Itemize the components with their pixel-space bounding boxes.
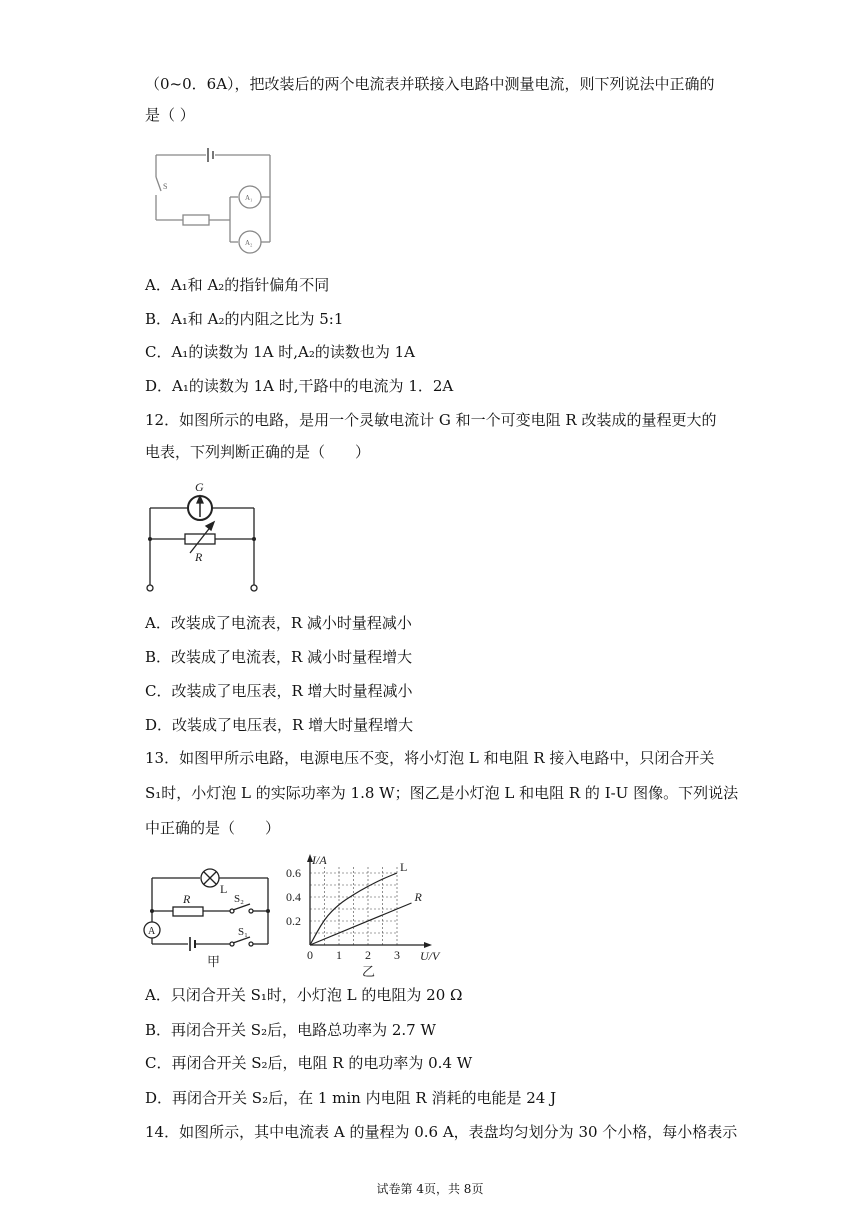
y-tick-label: 0.6: [286, 866, 301, 880]
q11-circuit-diagram: [148, 145, 278, 255]
q13-stem-line2: S₁时，小灯泡 L 的实际功率为 1.8 W；图乙是小灯泡 L 和电阻 R 的 I-U 图像。下列说法: [145, 784, 739, 802]
q12-option-d: D．改装成了电压表，R 增大时量程增大: [145, 716, 414, 734]
q13-switch1-label: S₁: [238, 926, 248, 938]
q12-option-a: A．改装成了电流表，R 减小时量程减小: [145, 614, 412, 632]
y-tick-label: 0.4: [286, 890, 301, 904]
series-label-R: R: [414, 890, 422, 904]
x-tick-label: 2: [365, 948, 371, 962]
q13-switch2-label: S₂: [234, 893, 244, 905]
q13-option-a: A．只闭合开关 S₁时，小灯泡 L 的电阻为 20 Ω: [145, 986, 463, 1004]
series-line-R: [310, 903, 412, 945]
q11-switch-label: S: [163, 182, 168, 191]
series-label-L: L: [400, 860, 408, 874]
q13-stem-line3: 中正确的是（ ）: [145, 819, 281, 837]
q12-circuit-diagram: [142, 475, 272, 600]
q12-option-b: B．改装成了电流表，R 减小时量程增大: [145, 648, 413, 666]
q11-option-a: A．A₁和 A₂的指针偏角不同: [145, 276, 330, 294]
q11-stem-line2: 是（ ）: [145, 106, 195, 124]
x-tick-label: 1: [336, 948, 342, 962]
chart-ylabel: I/A: [312, 853, 327, 867]
x-tick-label: 3: [394, 948, 400, 962]
q12-galvanometer-label: G: [195, 480, 204, 494]
q14-stem-line1: 14．如图所示，其中电流表 A 的量程为 0.6 A，表盘均匀划分为 30 个小格，每小格表示: [145, 1123, 738, 1141]
chart-xlabel: U/V: [420, 949, 440, 963]
q11-stem-line1: （0~0．6A），把改装后的两个电流表并联接入电路中测量电流，则下列说法中正确的: [145, 75, 715, 93]
q13-option-d: D．再闭合开关 S₂后，在 1 min 内电阻 R 消耗的电能是 24 J: [145, 1089, 557, 1107]
chart-axes: [307, 854, 432, 948]
q13-stem-line1: 13．如图甲所示电路，电源电压不变，将小灯泡 L 和电阻 R 接入电路中，只闭合开关: [145, 749, 715, 767]
q11-meter2-label: A₂: [245, 239, 253, 247]
x-tick-label: 0: [307, 948, 313, 962]
q11-meter1-label: A₁: [245, 194, 253, 202]
q11-option-c: C．A₁的读数为 1A 时,A₂的读数也为 1A: [145, 343, 415, 361]
chart-caption: 乙: [362, 964, 376, 979]
q13-ammeter-label: A: [148, 926, 156, 937]
q13-circuit-diagram: [142, 862, 277, 974]
y-tick-label: 0.2: [286, 914, 301, 928]
q11-option-d: D．A₁的读数为 1A 时,干路中的电流为 1．2A: [145, 377, 454, 395]
q13-lamp-label: L: [220, 882, 228, 896]
q12-resistor-label: R: [195, 550, 203, 564]
q12-option-c: C．改装成了电压表，R 增大时量程减小: [145, 682, 413, 700]
q12-stem-line2: 电表，下列判断正确的是（ ）: [145, 443, 371, 461]
q13-option-c: C．再闭合开关 S₂后，电阻 R 的电功率为 0.4 W: [145, 1054, 473, 1072]
q13-circuit-caption: 甲: [207, 954, 221, 969]
q13-resistor-label: R: [183, 892, 191, 906]
q11-option-b: B．A₁和 A₂的内阻之比为 5:1: [145, 310, 344, 328]
q12-stem-line1: 12．如图所示的电路，是用一个灵敏电流计 G 和一个可变电阻 R 改装成的量程更大的: [145, 411, 717, 429]
q13-option-b: B．再闭合开关 S₂后，电路总功率为 2.7 W: [145, 1021, 436, 1039]
q13-iu-chart: [280, 850, 445, 980]
chart-ticks: [286, 866, 400, 962]
page-footer: 试卷第 4页，共 8页: [376, 1182, 484, 1196]
